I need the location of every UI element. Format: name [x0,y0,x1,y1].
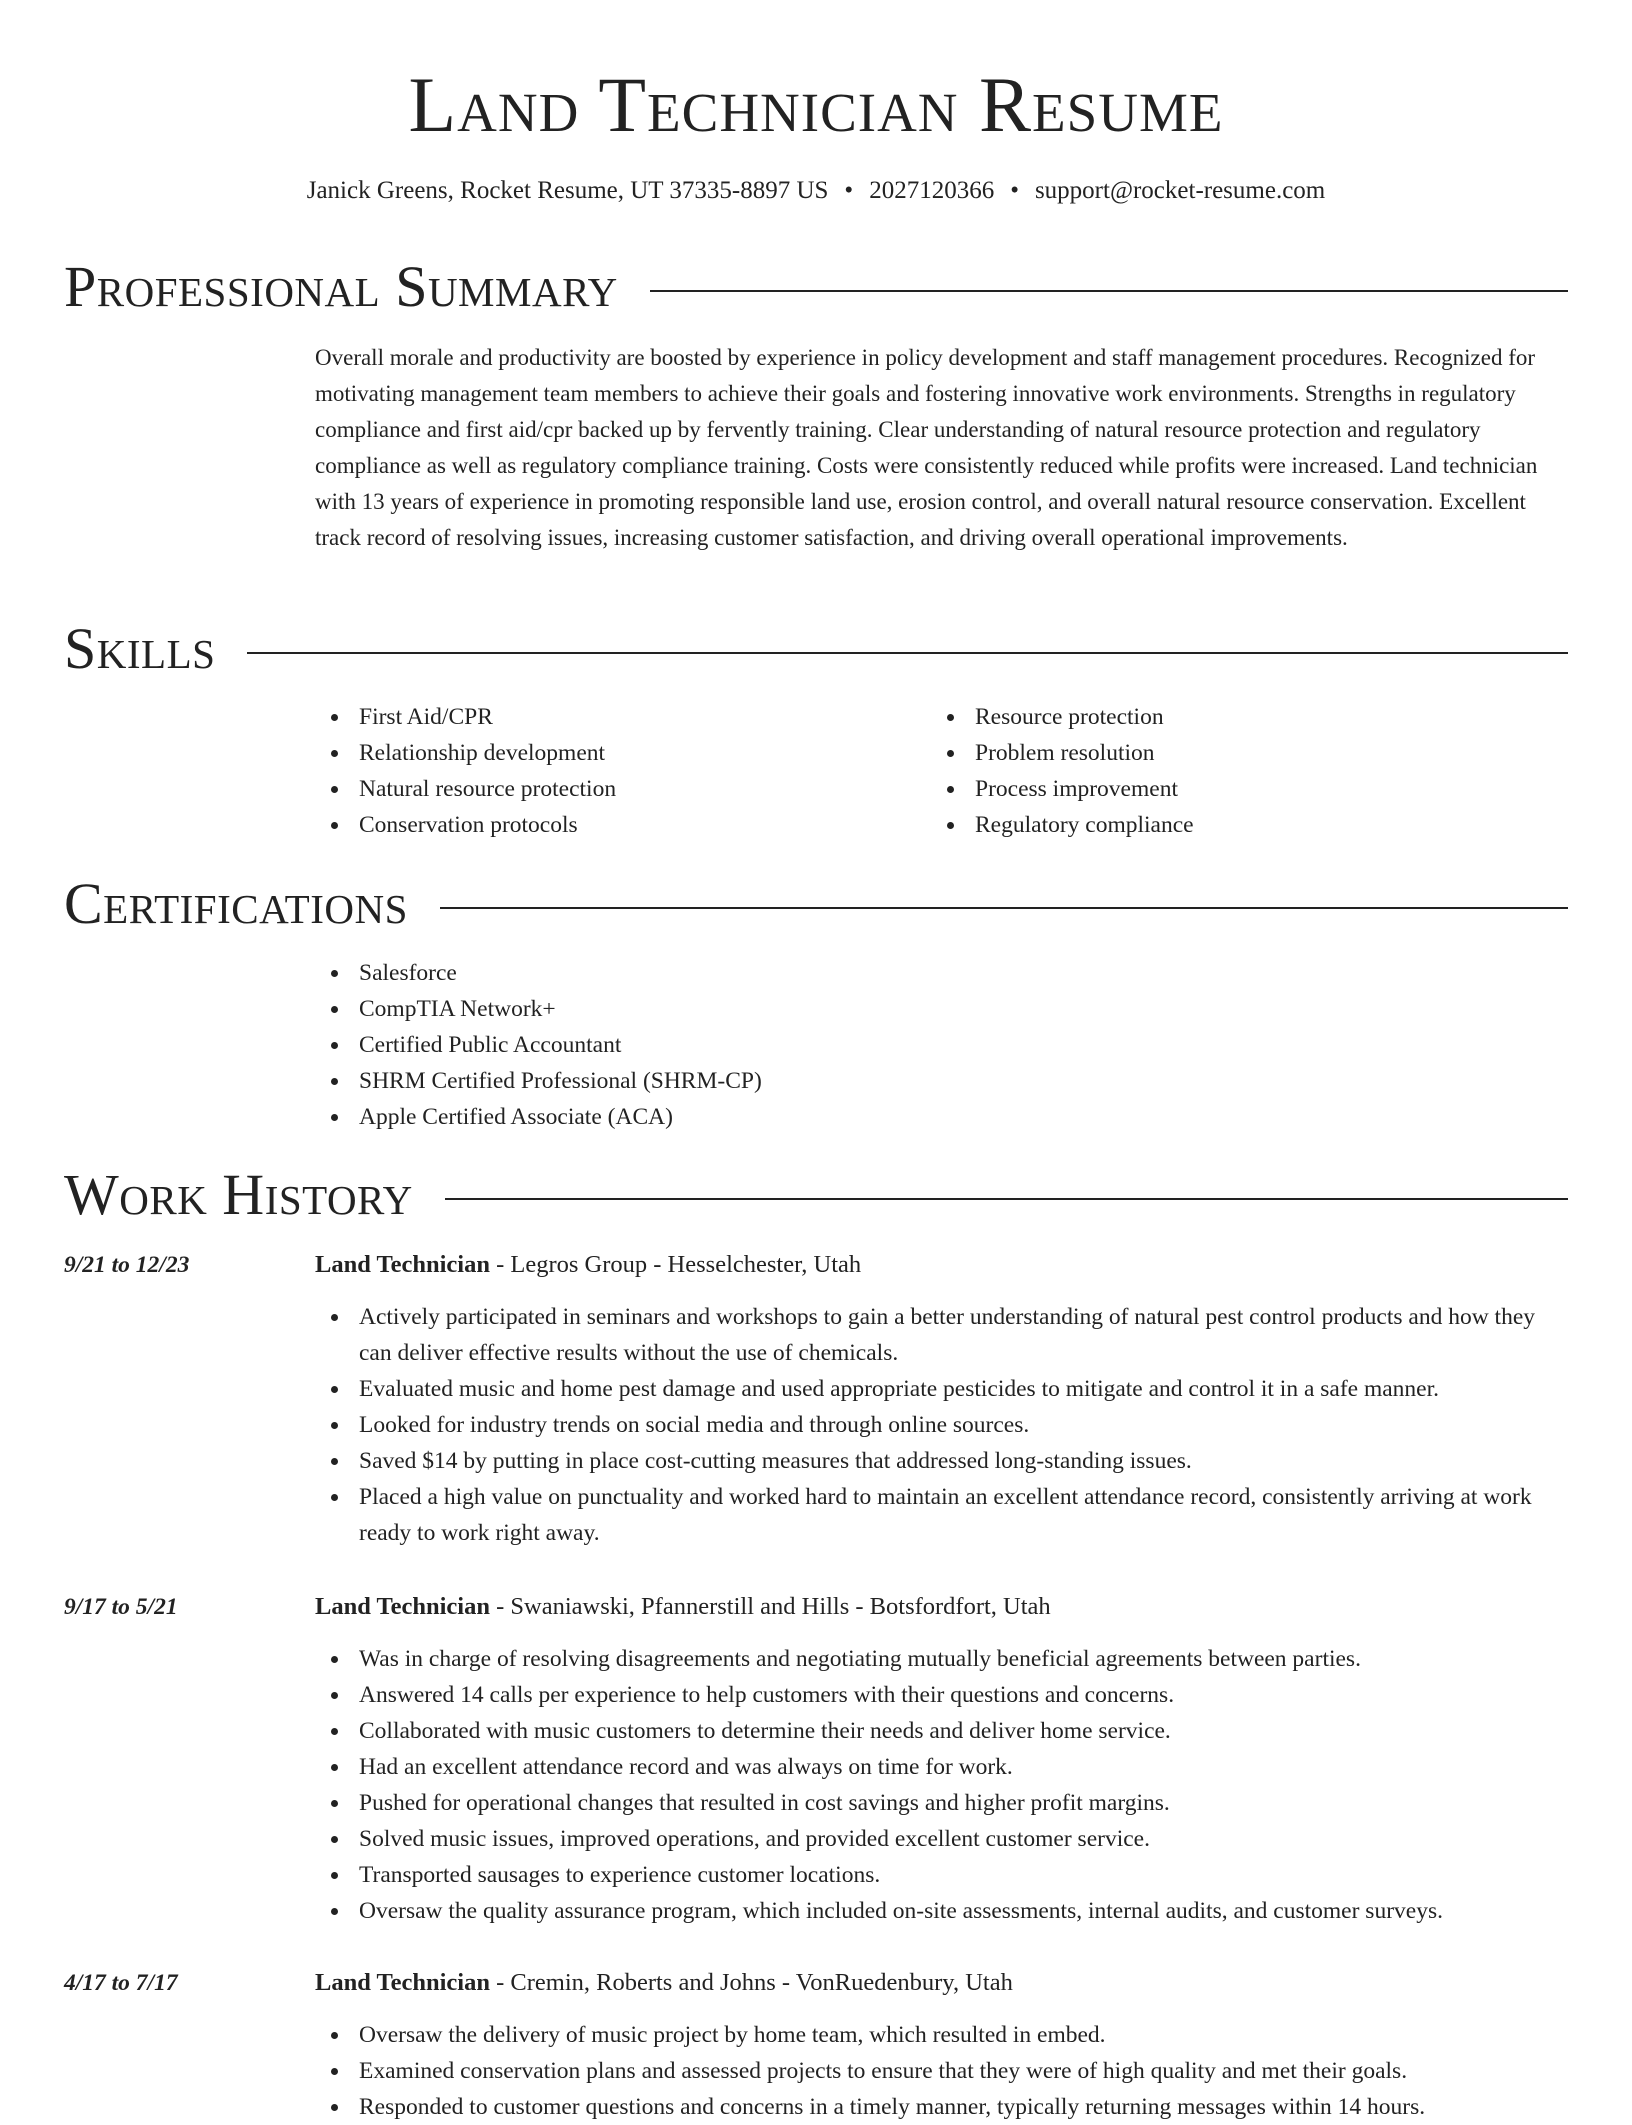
page-title: Land Technician Resume [408,61,1224,148]
section-divider [247,652,1568,654]
skills-section-header [64,617,1568,681]
job-bullet: Placed a high value on punctuality and worked hard to maintain an excellent attendance record, consistently arriving at work ready to work right away. [315,1479,1568,1551]
job-dates: 9/21 to 12/23 [64,1252,190,1278]
job-bullet: Examined conservation plans and assessed projects to ensure that they were of high quality and met their goals. [315,2053,1568,2089]
job-title: Land Technician [315,1251,490,1278]
section-divider [650,290,1568,292]
certification-item: Apple Certified Associate (ACA) [315,1099,1315,1135]
job-bullet: Responded to customer questions and concerns in a timely manner, typically returning messages within 14 hours. [315,2089,1568,2125]
certification-item: Certified Public Accountant [315,1027,1315,1063]
summary-text: Overall morale and productivity are boosted by experience in policy development and staff management procedures. Recognized for motivating management team members to achieve their goals and fostering innovative work environments. Strengths in regulatory compliance and first aid/cpr backed up by fervently training. Clear understanding of natural resource protection and regulatory compliance as well as regulatory compliance training. Costs were consistently reduced while profits were increased. Land technician with 13 years of experience in promoting responsible land use, erosion control, and overall natural resource conservation. Excellent track record of resolving issues, increasing customer satisfaction, and driving overall operational improvements. [315,345,1538,550]
job-bullet: Oversaw the delivery of music project by home team, which resulted in embed. [315,2017,1568,2053]
certifications-section-header [64,872,1568,936]
job-heading [315,1965,1568,2001]
certifications-heading: Certifications [64,871,408,936]
bullet-separator: • [844,177,854,204]
work-history-heading: Work History [64,1162,413,1227]
job-employer: - Legros Group - Hesselchester, Utah [489,1251,862,1278]
job-dates: 4/17 to 7/17 [64,1970,178,1996]
job-bullet: Pushed for operational changes that resulted in cost savings and higher profit margins. [315,1785,1568,1821]
job-bullet: Evaluated music and home pest damage and used appropriate pesticides to mitigate and control it in a safe manner. [315,1371,1568,1407]
job-bullet: Actively participated in seminars and workshops to gain a better understanding of natural pest control products and how they can deliver effective results without the use of chemicals. [315,1299,1568,1371]
job-bullet: Transported sausages to experience customer locations. [315,1857,1568,1893]
certification-item: SHRM Certified Professional (SHRM-CP) [315,1063,1315,1099]
section-divider [445,1198,1568,1200]
job-dates: 9/17 to 5/21 [64,1594,178,1620]
skill-item: Conservation protocols [315,807,915,843]
skill-item: Natural resource protection [315,771,915,807]
work-history-section-header [64,1163,1568,1227]
contact-email[interactable]: support@rocket-resume.com [1034,177,1326,204]
certification-item: Salesforce [315,955,1315,991]
job-employer: - Swaniawski, Pfannerstill and Hills - Botsfordfort, Utah [489,1593,1051,1620]
job-bullets [315,2017,1568,2125]
skill-item: Resource protection [931,699,1531,735]
skill-item: Regulatory compliance [931,807,1531,843]
certification-item: CompTIA Network+ [315,991,1315,1027]
job-bullet: Answered 14 calls per experience to help customers with their questions and concerns. [315,1677,1568,1713]
summary-heading: Professional Summary [64,254,618,319]
skill-item: Process improvement [931,771,1531,807]
skills-heading: Skills [64,616,216,681]
contact-phone: 2027120366 [869,177,995,204]
job-heading [315,1589,1568,1625]
certifications-list [315,955,1315,1135]
job-bullet: Saved $14 by putting in place cost-cutting measures that addressed long-standing issues. [315,1443,1568,1479]
bullet-separator: • [1010,177,1019,204]
section-divider [440,907,1568,909]
skills-column-right [931,699,1531,843]
skill-item: First Aid/CPR [315,699,915,735]
summary-section-header [64,255,1568,319]
job-employer: - Cremin, Roberts and Johns - VonRuedenbury, Utah [489,1969,1013,1996]
job-title: Land Technician [315,1969,490,1996]
job-bullets [315,1641,1568,1929]
job-bullet: Looked for industry trends on social media and through online sources. [315,1407,1568,1443]
job-bullet: Collaborated with music customers to determine their needs and deliver home service. [315,1713,1568,1749]
skill-item: Relationship development [315,735,915,771]
job-bullet: Oversaw the quality assurance program, which included on-site assessments, internal audits, and customer surveys. [315,1893,1568,1929]
job-bullets [315,1299,1568,1551]
skill-item: Problem resolution [931,735,1531,771]
contact-line [0,174,1632,208]
job-bullet: Was in charge of resolving disagreements and negotiating mutually beneficial agreements between parties. [315,1641,1568,1677]
job-title: Land Technician [315,1593,490,1620]
contact-address: Janick Greens, Rocket Resume, UT 37335-8897 US [306,177,829,204]
job-bullet: Solved music issues, improved operations, and provided excellent customer service. [315,1821,1568,1857]
skills-column-left [315,699,915,843]
job-bullet: Had an excellent attendance record and was always on time for work. [315,1749,1568,1785]
job-heading [315,1247,1568,1283]
